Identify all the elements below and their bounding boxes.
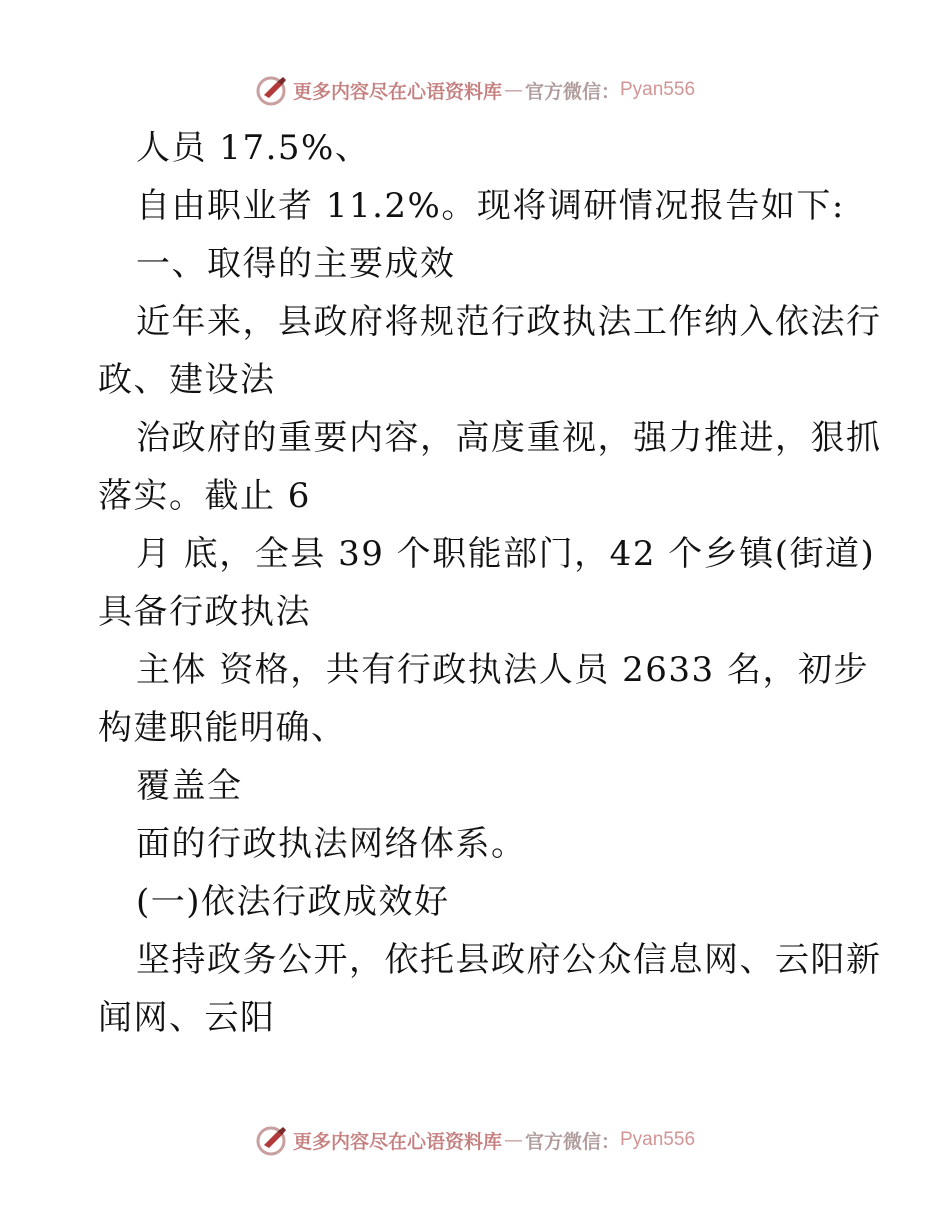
text-line: 具备行政执法 [98, 592, 311, 632]
text-line: 月 底，全县 39 个职能部门，42 个乡镇(街道) [136, 534, 876, 574]
text-line: 闻网、云阳 [98, 998, 276, 1038]
text-line: 覆盖全 [136, 766, 243, 806]
text-line: 自由职业者 11.2%。现将调研情况报告如下: [136, 186, 845, 226]
watermark-wechat-label: 官方微信： [524, 1130, 620, 1153]
watermark-text: 更多内容尽在心语资料库 [292, 80, 502, 103]
watermark-dash: — [503, 79, 523, 101]
watermark-wechat-label: 官方微信： [524, 80, 620, 103]
text-line: 坚持政务公开，依托县政府公众信息网、云阳新 [136, 940, 882, 980]
text-line: 落实。截止 6 [98, 476, 311, 516]
text-line: 人员 17.5%、 [136, 128, 371, 168]
text-line: 构建职能明确、 [98, 708, 347, 748]
watermark-footer [0, 1120, 950, 1160]
text-line: 政、建设法 [98, 360, 276, 400]
text-line: 面的行政执法网络体系。 [136, 824, 527, 864]
subsection-heading: (一)依法行政成效好 [136, 882, 450, 922]
watermark-wechat-id: Pyan556 [620, 79, 696, 100]
pen-logo-icon [255, 1123, 289, 1157]
pen-logo-icon [255, 73, 289, 107]
watermark-header [0, 70, 950, 110]
watermark-wechat-id: Pyan556 [620, 1129, 696, 1150]
text-line: 治政府的重要内容，高度重视，强力推进，狠抓 [136, 418, 882, 458]
watermark-dash: — [503, 1129, 523, 1151]
text-line: 近年来，县政府将规范行政执法工作纳入依法行 [136, 302, 882, 342]
section-heading: 一、取得的主要成效 [136, 244, 456, 284]
watermark-text: 更多内容尽在心语资料库 [292, 1130, 502, 1153]
text-line: 主体 资格，共有行政执法人员 2633 名，初步 [136, 650, 869, 690]
